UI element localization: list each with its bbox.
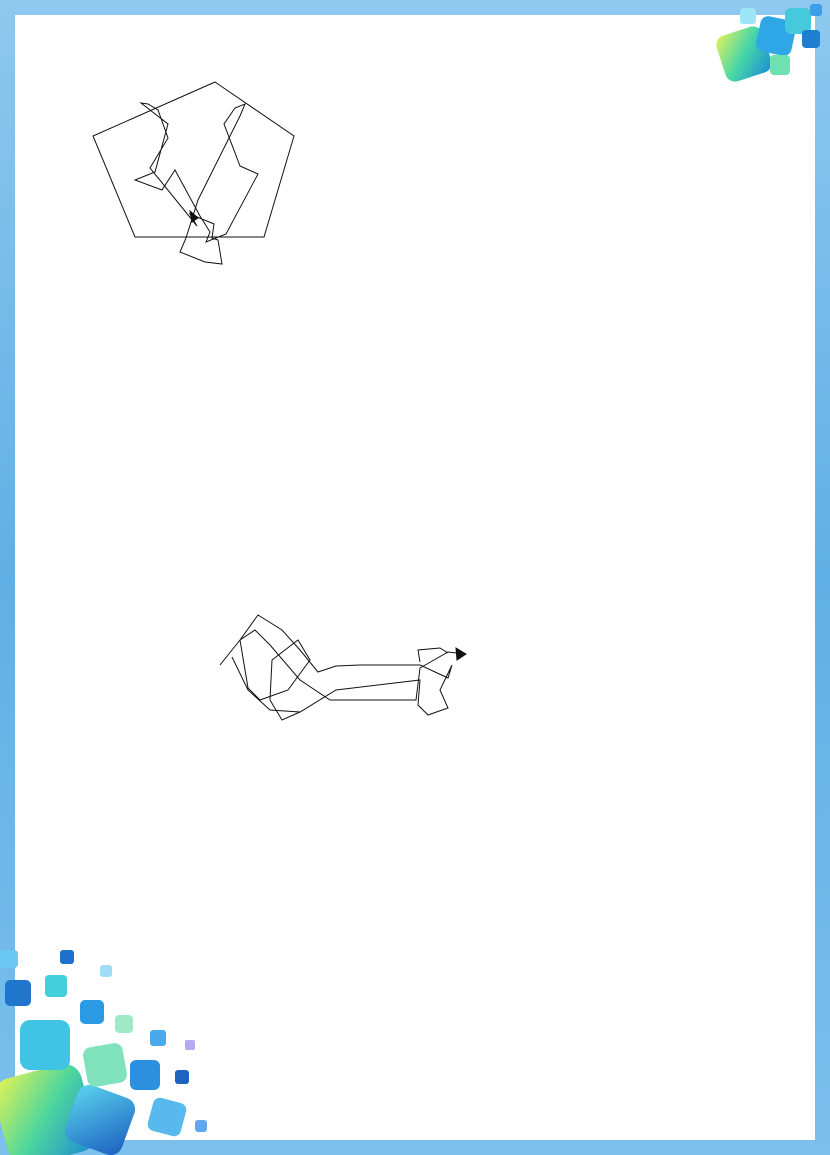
instruction-text-pentagons (361, 753, 651, 770)
thread-path-bottom (220, 615, 466, 720)
thread-arrow-bottom (456, 648, 466, 660)
thread-paths (93, 82, 466, 720)
blank-line (361, 753, 651, 770)
decor-mosaic-bottom-left (0, 950, 220, 1155)
decor-mosaic-top-right (710, 0, 830, 95)
thread-path-top (135, 103, 258, 264)
